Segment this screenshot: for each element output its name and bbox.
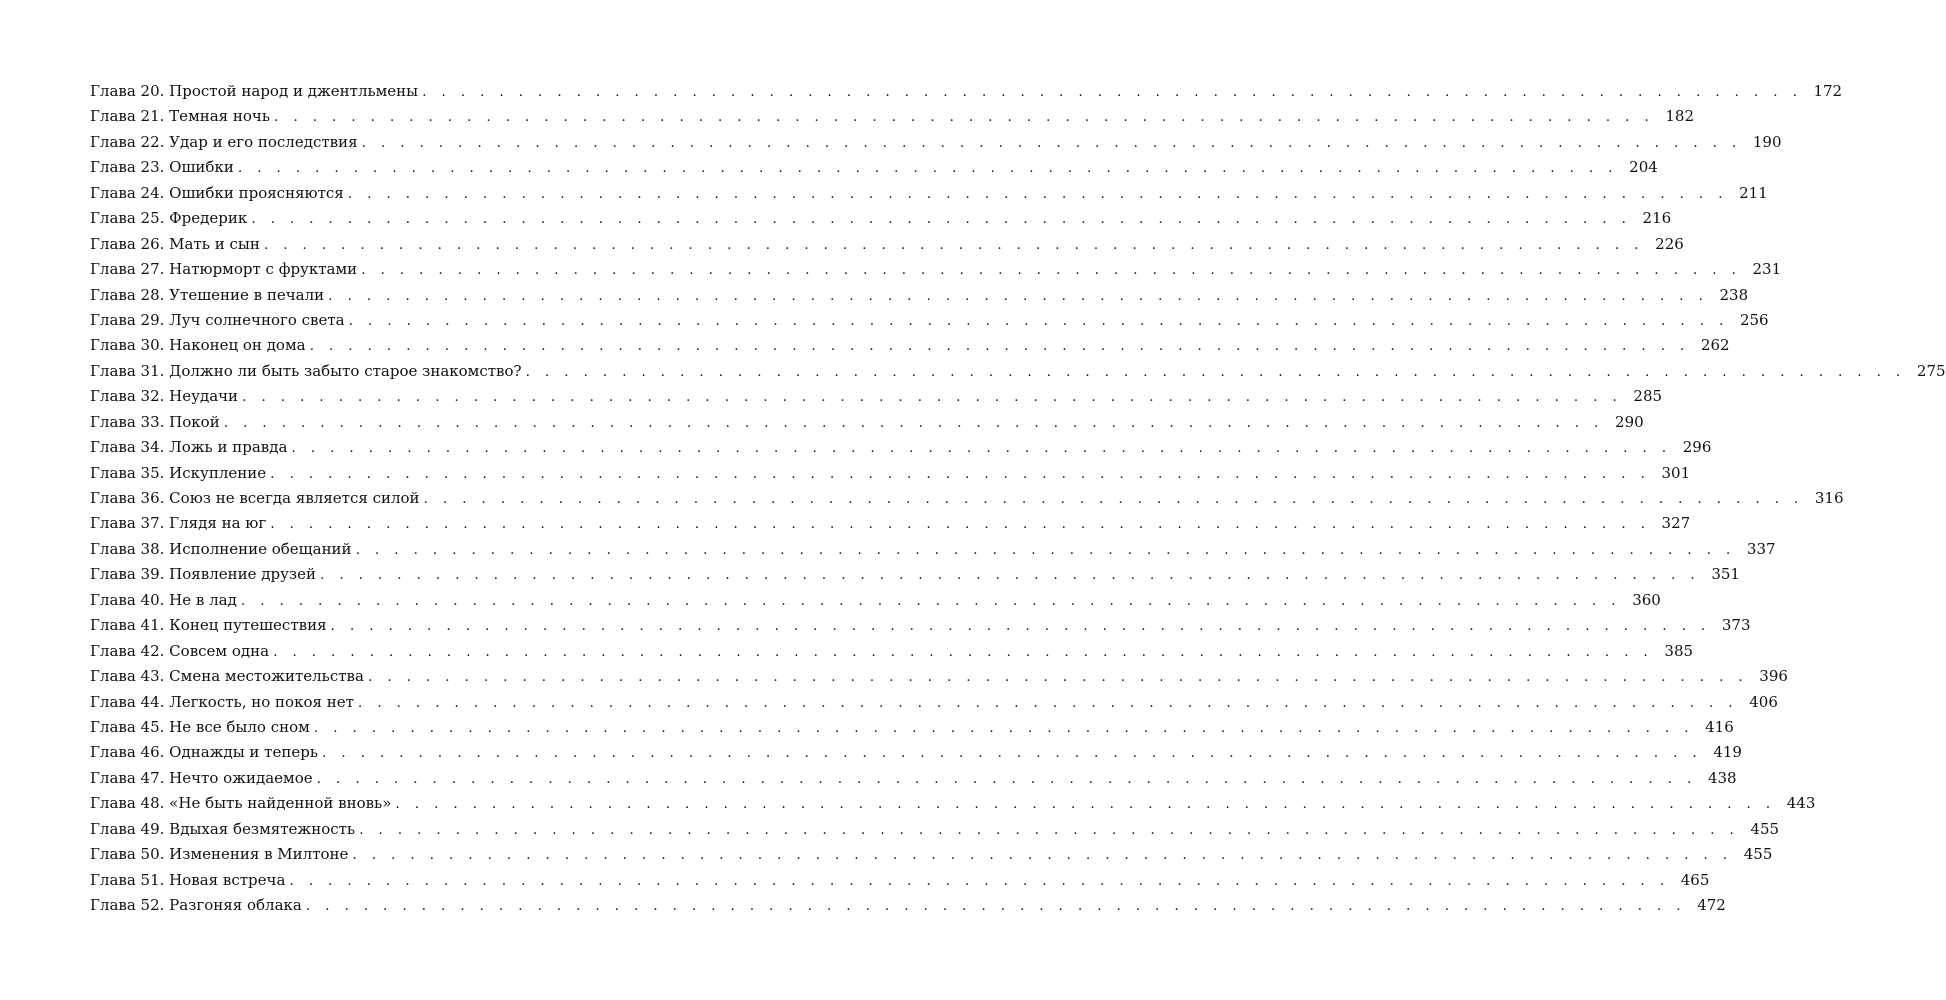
toc-entry-leader: . . . . . . . . . . . . . . . . . . . . . . . . . . . . . . . . . . . . . . . . . . . . . . . . . . . . . . . . . . . . . . . . . . . . . . . . xyxy=(223,414,1604,431)
toc-entry-title: Глава 39. Появление друзей xyxy=(90,562,320,587)
toc-entry-page-number: 182 xyxy=(1665,107,1694,126)
toc-entry-leader: . . . . . . . . . . . . . . . . . . . . . . . . . . . . . . . . . . . . . . . . . . . . . . . . . . . . . . . . . . . . . . . . . . . . . . . . xyxy=(274,109,1654,126)
toc-entry-leader: . . . . . . . . . . . . . . . . . . . . . . . . . . . . . . . . . . . . . . . . . . . . . . . . . . . . . . . . . . . . . . . . . . . . . . . . xyxy=(316,770,1697,787)
toc-entry-leader: . . . . . . . . . . . . . . . . . . . . . . . . . . . . . . . . . . . . . . . . . . . . . . . . . . . . . . . . . . . . . . . . . . . . . . . . xyxy=(347,185,1728,202)
toc-entry-leader: . . . . . . . . . . . . . . . . . . . . . . . . . . . . . . . . . . . . . . . . . . . . . . . . . . . . . . . . . . . . . . . . . . . . . . . . xyxy=(291,440,1672,457)
toc-entry-page-number: 316 xyxy=(1814,489,1844,507)
toc-entry-page-number: 438 xyxy=(1707,768,1737,787)
toc-entry-page-number: 190 xyxy=(1752,132,1782,151)
toc-entry-leader: . . . . . . . . . . . . . . . . . . . . . . . . . . . . . . . . . . . . . . . . . . . . . . . . . . . . . . . . . . . . . . . . . . . . . . . . xyxy=(251,211,1632,228)
toc-entry-page-number: 396 xyxy=(1759,667,1788,686)
toc-entry-leader: . . . . . . . . . . . . . . . . . . . . . . . . . . . . . . . . . . . . . . . . . . . . . . . . . . . . . . . . . . . . . . . . . . . . . . . . xyxy=(352,847,1733,864)
toc-entry-leader: . . . . . . . . . . . . . . . . . . . . . . . . . . . . . . . . . . . . . . . . . . . . . . . . . . . . . . . . . . . . . . . . . . . . . . . . xyxy=(273,643,1654,660)
toc-entry-leader: . . . . . . . . . . . . . . . . . . . . . . . . . . . . . . . . . . . . . . . . . . . . . . . . . . . . . . . . . . . . . . . . . . . . . . . . xyxy=(328,287,1709,304)
toc-entry-title: Глава 44. Легкость, но покоя нет xyxy=(90,690,358,715)
toc-entry xyxy=(90,664,1788,689)
toc-entry xyxy=(90,486,1844,511)
toc-entry-title: Глава 25. Фредерик xyxy=(90,206,251,231)
toc-entry-title: Глава 37. Глядя на юг xyxy=(90,511,270,536)
toc-entry xyxy=(90,384,1663,409)
toc-entry xyxy=(90,842,1773,867)
toc-entry xyxy=(90,232,1684,257)
toc-entry-leader: . . . . . . . . . . . . . . . . . . . . . . . . . . . . . . . . . . . . . . . . . . . . . . . . . . . . . . . . . . . . . . . . . . . . . . . . xyxy=(361,134,1742,151)
toc-entry xyxy=(90,766,1737,791)
toc-entry xyxy=(90,893,1726,918)
toc-entry-title: Глава 47. Нечто ожидаемое xyxy=(90,766,317,791)
toc-entry xyxy=(90,817,1780,842)
toc-entry-leader: . . . . . . . . . . . . . . . . . . . . . . . . . . . . . . . . . . . . . . . . . . . . . . . . . . . . . . . . . . . . . . . . . . . . . . . . xyxy=(359,821,1740,838)
toc-entry-leader: . . . . . . . . . . . . . . . . . . . . . . . . . . . . . . . . . . . . . . . . . . . . . . . . . . . . . . . . . . . . . . . . . . . . . . . . xyxy=(367,669,1748,686)
toc-entry xyxy=(90,690,1778,715)
toc-entry-title: Глава 41. Конец путешествия xyxy=(90,613,331,638)
toc-entry-page-number: 211 xyxy=(1739,183,1768,202)
toc-entry xyxy=(90,791,1816,816)
toc-entry-title: Глава 21. Темная ночь xyxy=(90,104,274,129)
toc-entry-page-number: 262 xyxy=(1700,336,1730,355)
toc-entry-title: Глава 48. «Не быть найденной вновь» xyxy=(90,791,395,816)
toc-entry-leader: . . . . . . . . . . . . . . . . . . . . . . . . . . . . . . . . . . . . . . . . . . . . . . . . . . . . . . . . . . . . . . . . . . . . . . . . xyxy=(237,160,1618,177)
toc-entry-title: Глава 27. Натюрморт с фруктами xyxy=(90,257,361,282)
toc-entry-page-number: 275 xyxy=(1916,361,1946,380)
toc-entry-title: Глава 51. Новая встреча xyxy=(90,868,289,893)
toc-entry-title: Глава 31. Должно ли быть забыто старое знакомство? xyxy=(90,359,526,384)
toc-entry-leader: . . . . . . . . . . . . . . . . . . . . . . . . . . . . . . . . . . . . . . . . . . . . . . . . . . . . . . . . . . . . . . . . . . . . . . . . xyxy=(357,694,1738,711)
toc-entry-leader: . . . . . . . . . . . . . . . . . . . . . . . . . . . . . . . . . . . . . . . . . . . . . . . . . . . . . . . . . . . . . . . . . . . . . . . . xyxy=(289,872,1670,889)
toc-entry xyxy=(90,588,1661,613)
toc-entry-page-number: 465 xyxy=(1680,870,1710,889)
toc-entry xyxy=(90,206,1672,231)
toc-entry-page-number: 296 xyxy=(1682,438,1712,457)
toc-entry-page-number: 285 xyxy=(1633,387,1663,406)
toc-entry-title: Глава 30. Наконец он дома xyxy=(90,333,310,358)
toc-entry-page-number: 416 xyxy=(1705,717,1734,736)
toc-entry-leader: . . . . . . . . . . . . . . . . . . . . . . . . . . . . . . . . . . . . . . . . . . . . . . . . . . . . . . . . . . . . . . . . . . . . . . . . xyxy=(305,898,1686,914)
toc-entry xyxy=(90,613,1751,638)
toc-entry-title: Глава 32. Неудачи xyxy=(90,384,242,409)
toc-entry xyxy=(90,257,1782,282)
toc-entry-page-number: 256 xyxy=(1739,310,1769,329)
toc-entry-page-number: 455 xyxy=(1743,845,1773,864)
toc-entry-title: Глава 28. Утешение в печали xyxy=(90,283,328,308)
toc-entry-title: Глава 35. Искупление xyxy=(90,461,270,486)
toc-entry-leader: . . . . . . . . . . . . . . . . . . . . . . . . . . . . . . . . . . . . . . . . . . . . . . . . . . . . . . . . . . . . . . . . . . . . . . . . xyxy=(270,465,1651,482)
toc-entry-leader: . . . . . . . . . . . . . . . . . . . . . . . . . . . . . . . . . . . . . . . . . . . . . . . . . . . . . . . . . . . . . . . . . . . . . . . . xyxy=(422,84,1803,100)
toc-entry xyxy=(90,333,1730,358)
toc-entry-title: Глава 20. Простой народ и джентльмены xyxy=(90,79,422,104)
toc-entry xyxy=(90,104,1694,129)
toc-entry-title: Глава 43. Смена местожительства xyxy=(90,664,368,689)
toc-entry-title: Глава 33. Покой xyxy=(90,410,224,435)
toc-entry xyxy=(90,410,1644,435)
toc-entry-page-number: 327 xyxy=(1661,514,1691,533)
toc-entry xyxy=(90,155,1658,180)
toc-entry-title: Глава 49. Вдыхая безмятежность xyxy=(90,817,359,842)
toc-entry-page-number: 238 xyxy=(1719,285,1749,304)
toc-entry xyxy=(90,435,1712,460)
toc-entry-leader: . . . . . . . . . . . . . . . . . . . . . . . . . . . . . . . . . . . . . . . . . . . . . . . . . . . . . . . . . . . . . . . . . . . . . . . . xyxy=(240,592,1621,609)
toc-entry-title: Глава 22. Удар и его последствия xyxy=(90,130,362,155)
toc-entry xyxy=(90,511,1691,536)
toc-entry-leader: . . . . . . . . . . . . . . . . . . . . . . . . . . . . . . . . . . . . . . . . . . . . . . . . . . . . . . . . . . . . . . . . . . . . . . . . xyxy=(321,745,1702,762)
toc-entry-page-number: 231 xyxy=(1752,260,1782,279)
toc-entry-leader: . . . . . . . . . . . . . . . . . . . . . . . . . . . . . . . . . . . . . . . . . . . . . . . . . . . . . . . . . . . . . . . . . . . . . . . . xyxy=(319,567,1700,584)
toc-entry-page-number: 301 xyxy=(1661,463,1691,482)
toc-entry-page-number: 385 xyxy=(1664,641,1694,660)
toc-entry-title: Глава 40. Не в лад xyxy=(90,588,241,613)
toc-entry-leader: . . . . . . . . . . . . . . . . . . . . . . . . . . . . . . . . . . . . . . . . . . . . . . . . . . . . . . . . . . . . . . . . . . . . . . . . xyxy=(313,719,1694,736)
toc-entry-page-number: 216 xyxy=(1642,209,1672,228)
toc-entry-title: Глава 38. Исполнение обещаний xyxy=(90,537,356,562)
toc-entry-page-number: 204 xyxy=(1629,158,1658,177)
toc-entry-page-number: 455 xyxy=(1750,819,1780,838)
toc-entry-leader: . . . . . . . . . . . . . . . . . . . . . . . . . . . . . . . . . . . . . . . . . . . . . . . . . . . . . . . . . . . . . . . . . . . . . . . . xyxy=(361,262,1742,279)
toc-entry-page-number: 443 xyxy=(1786,794,1816,813)
toc-entry-page-number: 360 xyxy=(1632,590,1661,609)
toc-entry-leader: . . . . . . . . . . . . . . . . . . . . . . . . . . . . . . . . . . . . . . . . . . . . . . . . . . . . . . . . . . . . . . . . . . . . . . . . xyxy=(263,236,1644,253)
toc-entry-title: Глава 52. Разгоняя облака xyxy=(90,893,306,918)
toc-entry-leader: . . . . . . . . . . . . . . . . . . . . . . . . . . . . . . . . . . . . . . . . . . . . . . . . . . . . . . . . . . . . . . . . . . . . . . . . xyxy=(355,541,1736,558)
toc-entry-page-number: 290 xyxy=(1615,412,1644,431)
toc-entry xyxy=(90,537,1776,562)
toc-entry-title: Глава 24. Ошибки проясняются xyxy=(90,181,348,206)
toc-entry-title: Глава 42. Совсем одна xyxy=(90,639,273,664)
toc-entry-page-number: 337 xyxy=(1746,539,1776,558)
toc-entry-leader: . . . . . . . . . . . . . . . . . . . . . . . . . . . . . . . . . . . . . . . . . . . . . . . . . . . . . . . . . . . . . . . . . . . . . . . . xyxy=(330,618,1711,635)
toc-entry-page-number: 406 xyxy=(1749,692,1778,711)
toc-entry-title: Глава 50. Изменения в Милтоне xyxy=(90,842,352,867)
toc-entry-page-number: 373 xyxy=(1721,616,1751,635)
toc-entry xyxy=(90,308,1769,333)
toc-entry xyxy=(90,740,1742,765)
toc-entry-page-number: 351 xyxy=(1711,565,1740,584)
toc-entry-page-number: 226 xyxy=(1655,234,1684,253)
toc-entry-title: Глава 29. Луч солнечного света xyxy=(90,308,349,333)
toc-entry xyxy=(90,639,1694,664)
toc-entry xyxy=(90,130,1782,155)
toc-entry-title: Глава 45. Не все было сном xyxy=(90,715,314,740)
toc-entry xyxy=(90,715,1734,740)
toc-entry xyxy=(90,461,1691,486)
toc-entry-title: Глава 26. Мать и сын xyxy=(90,232,264,257)
toc-entry xyxy=(90,562,1740,587)
toc-entry-title: Глава 34. Ложь и правда xyxy=(90,435,291,460)
toc-entry xyxy=(90,868,1710,893)
toc-entry-title: Глава 36. Союз не всегда является силой xyxy=(90,486,424,511)
toc-entry xyxy=(90,359,1946,384)
table-of-contents xyxy=(90,79,1946,918)
toc-entry-page-number: 419 xyxy=(1713,743,1742,762)
toc-entry-leader: . . . . . . . . . . . . . . . . . . . . . . . . . . . . . . . . . . . . . . . . . . . . . . . . . . . . . . . . . . . . . . . . . . . . . . . . xyxy=(423,491,1804,507)
toc-entry-page-number: 172 xyxy=(1813,82,1843,100)
toc-entry-leader: . . . . . . . . . . . . . . . . . . . . . . . . . . . . . . . . . . . . . . . . . . . . . . . . . . . . . . . . . . . . . . . . . . . . . . . . xyxy=(309,338,1690,355)
toc-entry-leader: . . . . . . . . . . . . . . . . . . . . . . . . . . . . . . . . . . . . . . . . . . . . . . . . . . . . . . . . . . . . . . . . . . . . . . . . xyxy=(348,312,1729,329)
toc-entry-leader: . . . . . . . . . . . . . . . . . . . . . . . . . . . . . . . . . . . . . . . . . . . . . . . . . . . . . . . . . . . . . . . . . . . . . . . . xyxy=(395,796,1776,813)
toc-entry-title: Глава 46. Однажды и теперь xyxy=(90,740,322,765)
toc-entry xyxy=(90,283,1749,308)
toc-entry-leader: . . . . . . . . . . . . . . . . . . . . . . . . . . . . . . . . . . . . . . . . . . . . . . . . . . . . . . . . . . . . . . . . . . . . . . . . xyxy=(242,389,1623,406)
toc-entry-leader: . . . . . . . . . . . . . . . . . . . . . . . . . . . . . . . . . . . . . . . . . . . . . . . . . . . . . . . . . . . . . . . . . . . . . . . . xyxy=(270,516,1651,533)
toc-entry-page-number: 472 xyxy=(1697,896,1726,914)
toc-entry-title: Глава 23. Ошибки xyxy=(90,155,238,180)
toc-entry xyxy=(90,181,1768,206)
toc-entry-leader: . . . . . . . . . . . . . . . . . . . . . . . . . . . . . . . . . . . . . . . . . . . . . . . . . . . . . . . . . . . . . . . . . . . . . . . . xyxy=(525,363,1906,380)
toc-entry xyxy=(90,79,1843,104)
